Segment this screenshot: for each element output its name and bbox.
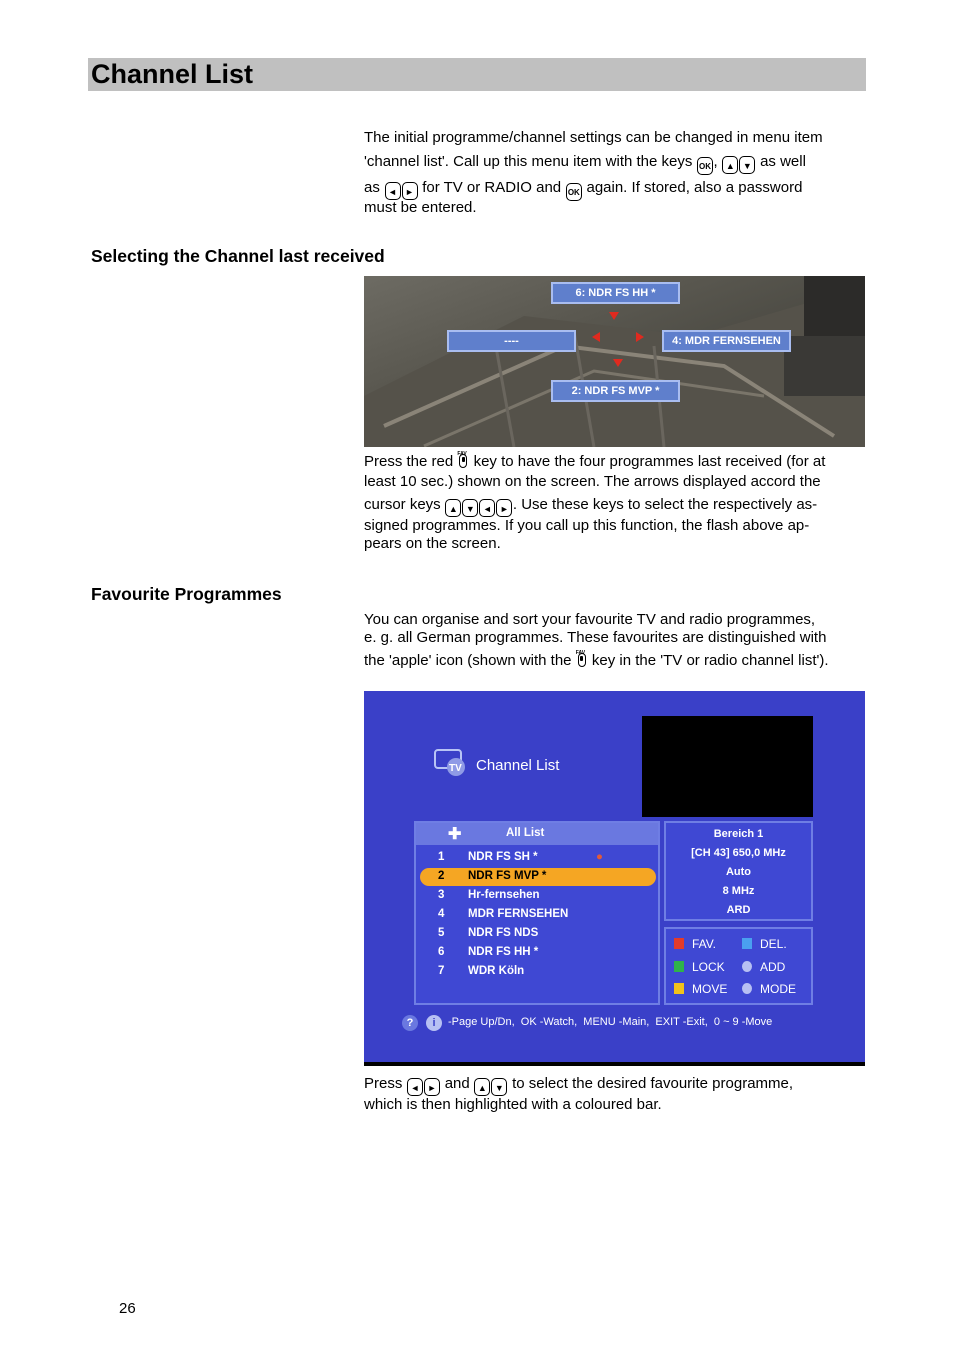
ok-key-icon: OK <box>566 183 582 201</box>
favourites-paragraph: You can organise and sort your favourite TV and radio programmes, e. g. all German programmes. These favourites are distinguished with the 'apple' icon (shown with the FAV key in the 'TV or radio channel list'). <box>364 611 864 670</box>
right-key-icon: ► <box>424 1078 440 1096</box>
tv-icon <box>434 749 462 775</box>
intro-line-1: The initial programme/channel settings can be changed in menu item <box>364 129 823 146</box>
intro-line-3: as ◄ ► for TV or RADIO and OK again. If stored, also a password <box>364 179 864 199</box>
yellow-key-icon <box>674 983 684 994</box>
add-key-icon <box>742 961 752 972</box>
up-key-icon: ▲ <box>474 1078 490 1096</box>
green-key-icon <box>674 961 684 972</box>
page-title: Channel List <box>91 59 254 89</box>
arrow-down-icon <box>613 359 623 367</box>
ok-key-icon: OK <box>697 157 713 175</box>
title-bar <box>88 58 866 91</box>
last-received-paragraph: Press the red FAV key to have the four programmes last received (for at least 10 sec.) shown on the screen. The arrows displayed accord the cursor keys ▲ ▼ ◄ ► . Use these keys to select the respectively as- signed programmes. If you call up this function, the flash above ap- pears on the screen. <box>364 453 864 553</box>
blue-key-icon <box>742 938 752 949</box>
up-key-icon: ▲ <box>445 499 461 517</box>
fav-action[interactable]: FAV. <box>674 937 716 951</box>
osd-channel-left: ---- <box>447 330 576 352</box>
left-key-icon: ◄ <box>407 1078 423 1096</box>
lock-action[interactable]: LOCK <box>674 960 725 974</box>
closing-paragraph: Press ◄ ► and ▲ ▼ to select the desired favourite programme, which is then highlighted with a coloured bar. <box>364 1075 794 1113</box>
apple-icon: ● <box>596 851 603 863</box>
right-key-icon: ► <box>402 182 418 200</box>
section-heading-last-received: Selecting the Channel last received <box>91 246 385 266</box>
intro-line-4: must be entered. <box>364 199 477 216</box>
del-action[interactable]: DEL. <box>742 937 787 951</box>
section-heading-favourites: Favourite Programmes <box>91 584 282 604</box>
right-key-icon: ► <box>496 499 512 517</box>
actions-panel <box>664 927 813 1005</box>
help-text: -Page Up/Dn, OK -Watch, MENU -Main, EXIT -Exit, 0 ~ 9 -Move <box>448 1016 773 1028</box>
preview-window <box>642 716 813 817</box>
down-key-icon: ▼ <box>739 156 755 174</box>
channel-info-panel: Bereich 1 [CH 43] 650,0 MHz Auto 8 MHz ARD <box>664 821 813 921</box>
channel-row[interactable]: 1 NDR FS SH * ● <box>438 851 603 863</box>
intro-line-2: 'channel list'. Call up this menu item with the keys OK , ▲ ▼ as well <box>364 153 864 179</box>
plus-icon: ✚ <box>448 826 462 843</box>
down-key-icon: ▼ <box>491 1078 507 1096</box>
mode-key-icon <box>742 983 752 994</box>
channel-row[interactable]: 7 WDR Köln <box>438 965 525 977</box>
left-key-icon: ◄ <box>479 499 495 517</box>
fav-remote-key-icon <box>578 653 586 667</box>
page-number: 26 <box>119 1300 136 1317</box>
channel-row[interactable]: 6 NDR FS HH * <box>438 946 539 958</box>
list-header: ✚ All List <box>416 823 658 845</box>
mode-action[interactable]: MODE <box>742 982 796 996</box>
left-key-icon: ◄ <box>385 182 401 200</box>
osd-channel-right: 4: MDR FERNSEHEN <box>662 330 791 352</box>
channel-row[interactable]: 3 Hr-fernsehen <box>438 889 540 901</box>
osd-channel-bottom: 2: NDR FS MVP * <box>551 380 680 402</box>
up-key-icon: ▲ <box>722 156 738 174</box>
help-bar <box>402 1015 842 1033</box>
channel-row[interactable]: 5 NDR FS NDS <box>438 927 539 939</box>
add-action[interactable]: ADD <box>742 960 785 974</box>
menu-title: Channel List <box>476 757 560 774</box>
intro-paragraph <box>364 129 864 217</box>
help-icon: ? <box>402 1015 418 1031</box>
move-action[interactable]: MOVE <box>674 982 727 996</box>
arrow-right-icon <box>636 332 644 342</box>
channel-list-screenshot <box>364 691 865 1066</box>
last-received-screenshot <box>364 276 865 447</box>
channel-row[interactable]: 4 MDR FERNSEHEN <box>438 908 569 920</box>
svg-text:TV: TV <box>449 763 462 774</box>
arrow-up-icon <box>609 312 619 320</box>
osd-arrows <box>364 276 865 447</box>
screen-bottom-edge <box>364 1062 865 1066</box>
channel-row-selected[interactable]: 2 NDR FS MVP * <box>420 868 656 886</box>
osd-channel-top: 6: NDR FS HH * <box>551 282 680 304</box>
down-key-icon: ▼ <box>462 499 478 517</box>
arrow-left-icon <box>592 332 600 342</box>
info-icon: i <box>426 1015 442 1031</box>
red-key-icon <box>674 938 684 949</box>
channel-list-panel <box>414 821 660 1005</box>
fav-remote-key-icon <box>459 454 467 468</box>
